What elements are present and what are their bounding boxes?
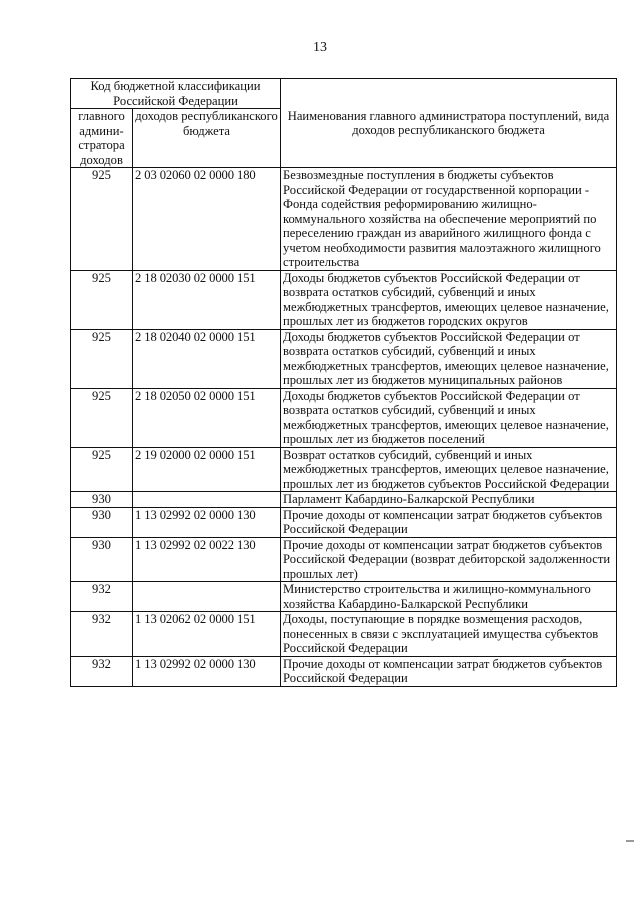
table-row xyxy=(71,507,617,537)
table-row xyxy=(71,492,617,508)
income-code-cell: 2 18 02050 02 0000 151 xyxy=(133,388,281,447)
income-name-cell: Прочие доходы от компенсации затрат бюджетов субъектов Российской Федерации xyxy=(281,507,617,537)
income-name-cell: Прочие доходы от компенсации затрат бюджетов субъектов Российской Федерации (возврат дебиторской задолженности прошлых лет) xyxy=(281,537,617,582)
income-name-cell: Доходы бюджетов субъектов Российской Федерации от возврата остатков субсидий, субвенций и иных межбюджетных трансфертов, имеющих целевое назначение, прошлых лет из бюджетов муниципальных районов xyxy=(281,329,617,388)
admin-code-cell: 925 xyxy=(71,447,133,492)
admin-code-cell: 925 xyxy=(71,329,133,388)
admin-code-cell: 930 xyxy=(71,537,133,582)
admin-code-cell: 930 xyxy=(71,492,133,508)
income-code-cell: 1 13 02062 02 0000 151 xyxy=(133,612,281,657)
table-row xyxy=(71,612,617,657)
income-name-cell: Прочие доходы от компенсации затрат бюджетов субъектов Российской Федерации xyxy=(281,656,617,686)
income-code-cell: 1 13 02992 02 0000 130 xyxy=(133,656,281,686)
income-name-cell: Безвозмездные поступления в бюджеты субъектов Российской Федерации от государственной корпорации - Фонда содействия реформированию жилищно-коммунального хозяйства на обеспечение мероприятий по переселению граждан из аварийного жилищного фонда с учетом необходимости развития малоэтажного жилищного строительства xyxy=(281,168,617,271)
page-number: 13 xyxy=(313,40,327,55)
income-code-cell: 1 13 02992 02 0022 130 xyxy=(133,537,281,582)
income-code-cell: 2 03 02060 02 0000 180 xyxy=(133,168,281,271)
admin-code-cell: 925 xyxy=(71,168,133,271)
admin-code-cell: 932 xyxy=(71,612,133,657)
table-row xyxy=(71,270,617,329)
table-header xyxy=(71,79,617,168)
income-code-cell xyxy=(133,582,281,612)
admin-code-cell: 925 xyxy=(71,270,133,329)
header-name-column: Наименования главного администратора поступлений, вида доходов республиканского бюджета xyxy=(281,79,617,168)
income-name-cell: Министерство строительства и жилищно-коммунального хозяйства Кабардино-Балкарской Республики xyxy=(281,582,617,612)
income-code-cell xyxy=(133,492,281,508)
table-row xyxy=(71,168,617,271)
table-row xyxy=(71,537,617,582)
income-name-cell: Возврат остатков субсидий, субвенций и иных межбюджетных трансфертов, имеющих целевое назначение, прошлых лет из бюджетов субъектов Российской Федерации xyxy=(281,447,617,492)
income-name-cell: Доходы бюджетов субъектов Российской Федерации от возврата остатков субсидий, субвенций и иных межбюджетных трансфертов, имеющих целевое назначение, прошлых лет из бюджетов городских округов xyxy=(281,270,617,329)
budget-classification-table xyxy=(70,78,617,687)
table-row xyxy=(71,447,617,492)
income-code-cell: 1 13 02992 02 0000 130 xyxy=(133,507,281,537)
income-name-cell: Парламент Кабардино-Балкарской Республики xyxy=(281,492,617,508)
admin-code-cell: 925 xyxy=(71,388,133,447)
scan-mark xyxy=(626,840,634,842)
table-row xyxy=(71,582,617,612)
income-name-cell: Доходы, поступающие в порядке возмещения расходов, понесенных в связи с эксплуатацией имущества субъектов Российской Федерации xyxy=(281,612,617,657)
admin-code-cell: 932 xyxy=(71,656,133,686)
admin-code-cell: 930 xyxy=(71,507,133,537)
table-row xyxy=(71,388,617,447)
table-body xyxy=(71,168,617,687)
admin-code-cell: 932 xyxy=(71,582,133,612)
header-group-title: Код бюджетной классификации Российской Федерации xyxy=(71,79,281,109)
header-code-column: доходов республиканского бюджета xyxy=(133,109,281,168)
income-code-cell: 2 19 02000 02 0000 151 xyxy=(133,447,281,492)
income-code-cell: 2 18 02030 02 0000 151 xyxy=(133,270,281,329)
income-code-cell: 2 18 02040 02 0000 151 xyxy=(133,329,281,388)
income-name-cell: Доходы бюджетов субъектов Российской Федерации от возврата остатков субсидий, субвенций и иных межбюджетных трансфертов, имеющих целевое назначение, прошлых лет из бюджетов поселений xyxy=(281,388,617,447)
table-row xyxy=(71,656,617,686)
table-row xyxy=(71,329,617,388)
header-admin-column: главного админи-стратора доходов xyxy=(71,109,133,168)
